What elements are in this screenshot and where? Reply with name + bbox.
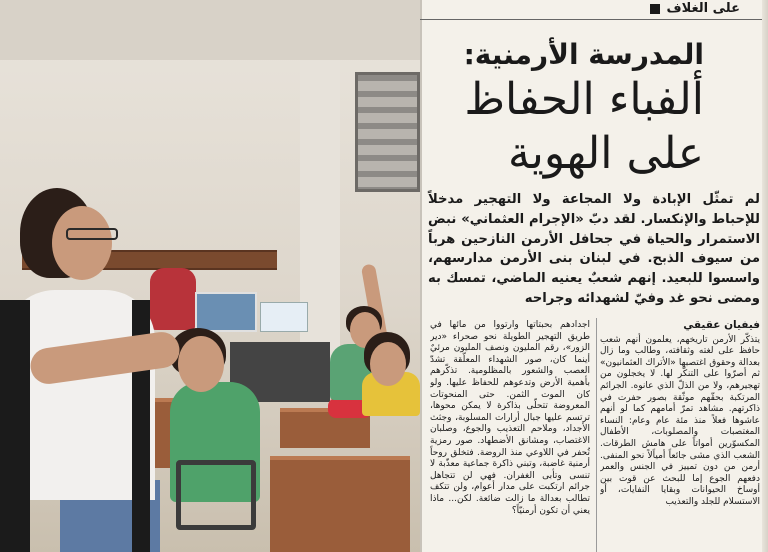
wall-pillar — [300, 60, 340, 390]
cardboard-box — [260, 302, 308, 332]
column-divider — [596, 318, 597, 552]
section-header — [420, 0, 768, 20]
column-text: أجدادهم بحبتاتها وارتووا من مائها في طريق التهجير الطويلة نحو صحراء «دير الزور»، رقم المليون ونصف المليون مرئيٌ أينما كان، صور الشهداء المعلّقة تشدّ العصب والشعور بالمظلومية. تذكّرهم بأهمية الأرض وتدعوهم للحفاظ عليها. ولو كان الموت الثمن. حتى المنحوتات المعروضة تتحلّى بذاكرة لا يمكن محوها، ترتسم عليها جبال أرارات المسلوبة، وجثث الأجداد، وملاحم التعذيب والجوع، وصلبان الاغتصاب، ومشانق الأضطهاد. صور رمزية تُحفر في اللاوعي منذ الروضة. فتخلق روحاً أرمنية غاضبة، وتبني ذاكرة جماعية معذّبة لا تنسى وتأبى الغفران. فهي لن تتجاهل جرائم ارتكبت على مدار أعوام، ولن تتكف تطالب بعدالة ما زالت ضائعة. لكن... ماذا يعني أن تكون أرمنيّاً؟ — [430, 320, 590, 516]
wall — [0, 0, 420, 60]
byline: فيفيان عقيقي — [683, 320, 760, 331]
headline-kicker: المدرسة الأرمنية: — [463, 38, 704, 71]
book-stack — [195, 292, 257, 332]
student-head — [370, 342, 406, 386]
headline-line-1: ألفباء الحفاظ — [464, 74, 704, 125]
backpack — [150, 268, 196, 330]
section-label: على الغلاف — [650, 1, 740, 16]
glasses-icon — [66, 228, 118, 240]
window-shutter — [355, 72, 420, 192]
lead-paragraph: لم تمثّل الإبادة ولا المجاعة ولا التهجير مدخلاً للإحباط والإنكسار. لقد دبّ «الإجرام العثماني» نبض الاستمرار والحياة في جحافل الأرمن النازحين هرباً من سيوف الذبح. في لبنان بنى الأرمن مدارسهم، واسسوا للبعيد. إنهم شعبٌ يعنيه الماضي، تمسك به ومضى نحو غد وفيّ لشهدائه وجراحه — [428, 192, 760, 306]
page-fold — [762, 0, 768, 552]
headline-line-2: على الهوية — [508, 128, 704, 179]
teacher-head — [52, 206, 112, 280]
page-edge — [420, 0, 422, 552]
student-head — [178, 336, 224, 392]
article-column-left — [430, 320, 590, 552]
article-column-right — [600, 320, 760, 552]
chair — [176, 460, 256, 530]
column-text: يتذكّر الأرمن تاريخهم، يعلمون أنهم شعب حافظ على لغته وثقافته، وطالب وما زال بعدالة وحقوق اغتصبها «الأتراك العثمانيون» ثم أصرّوا على التنكّر لها. لا يخجلون من تهجيرهم، ولا من الذلّ الذي عانوه. الجرائم المرتكبة بحقّهم موثّقة بصور حفرت في ذاكرتهم. مشاهد تمرّ أمامهم كما لو أنهم عاشوها فعلاً منذ مئة عام وعام: النساء المغتصبات والمصلوبات، الأطفال المكسوّرين أمواتاً على هامش الطرقات. الشعب الذي مشى جائعاً أمياًلاً نحو المنفى. أرمن من دون تمييز في الجنس والعمر دفعهم الجوع إما للبحث عن قوت بين أوساخ الحيوانات وبقايا النفايات، أو الاستسلام للجلد والتعذيب — [600, 334, 760, 507]
desk — [270, 456, 410, 552]
